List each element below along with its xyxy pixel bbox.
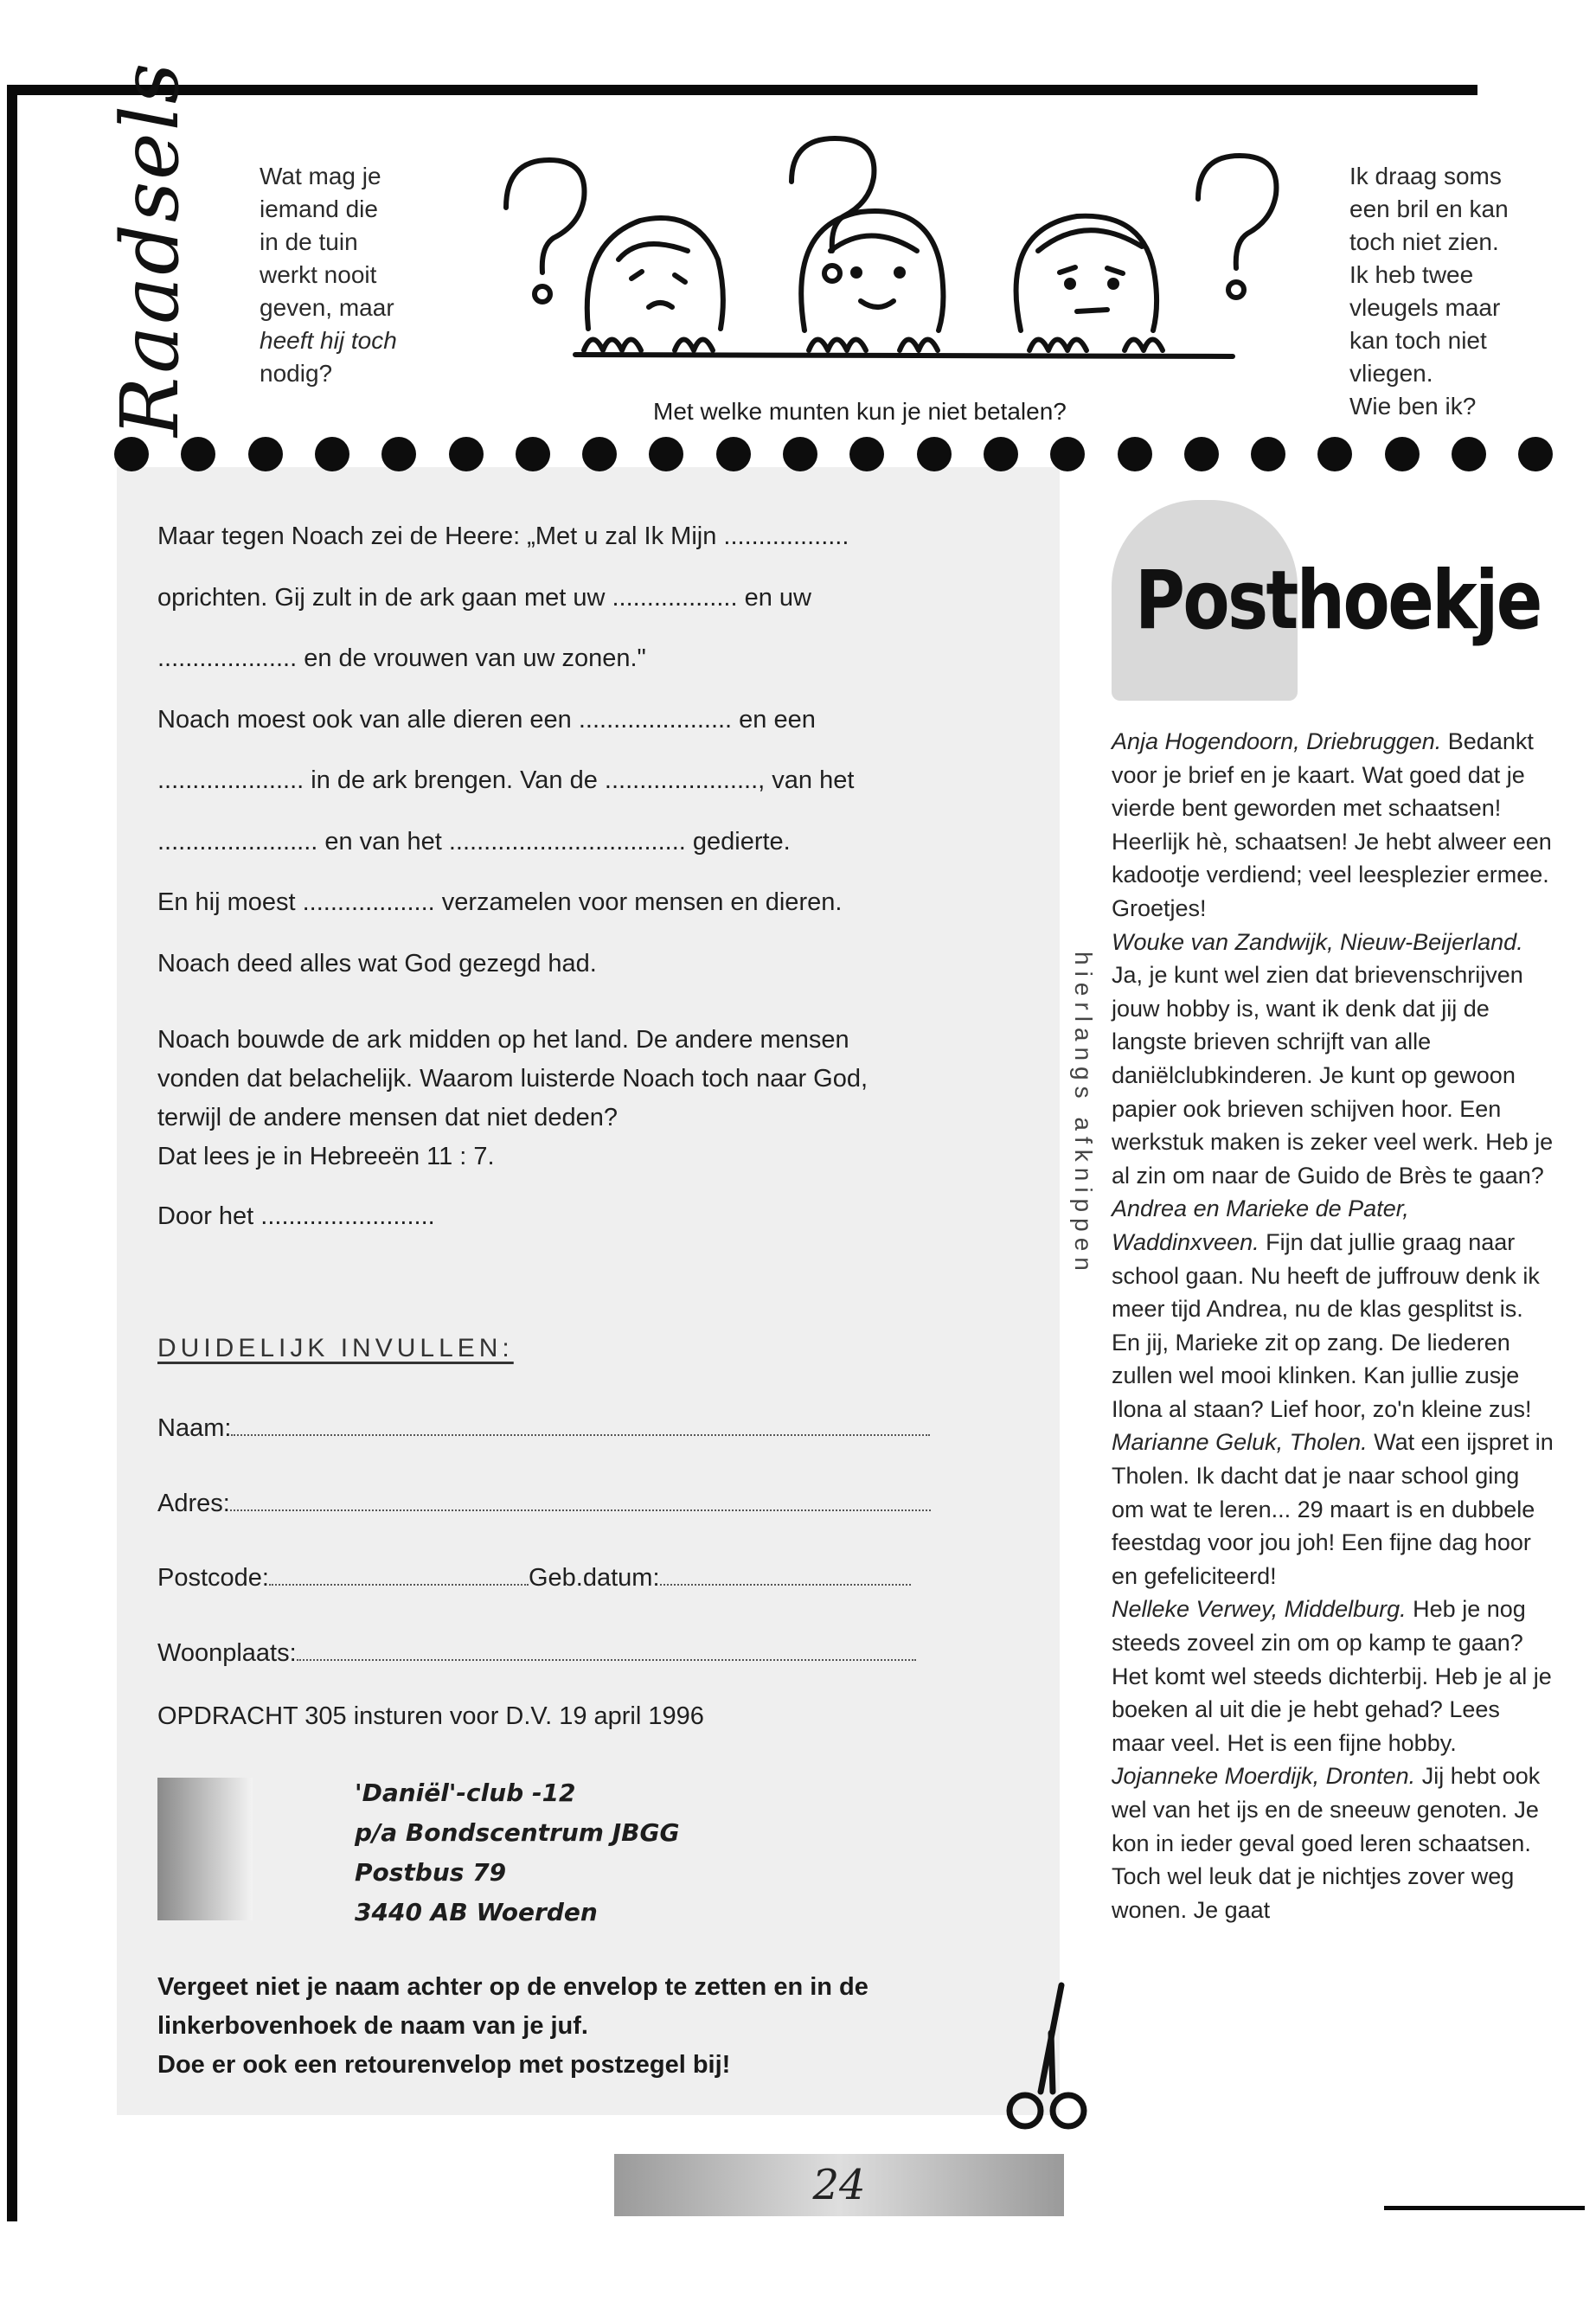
divider-dot — [716, 437, 751, 471]
question-line: ..................... in de ark brengen. Van de ......................, van het — [157, 766, 855, 794]
cartoon-kids-illustration — [489, 130, 1293, 389]
cut-line-label — [1071, 952, 1097, 1298]
divider-dot — [1317, 437, 1352, 471]
letters-column — [1112, 725, 1557, 1926]
paragraph-line: terwijl de andere mensen dat niet deden? — [157, 1104, 619, 1131]
riddle-left-line: iemand die — [260, 195, 378, 222]
divider-dot — [516, 437, 550, 471]
riddle-left-line: in de tuin — [260, 228, 358, 255]
form-title: DUIDELIJK INVULLEN: — [157, 1334, 514, 1362]
note-line: linkerbovenhoek de naam van je juf. — [157, 2012, 588, 2040]
divider-dot — [917, 437, 952, 471]
opdracht-deadline: OPDRACHT 305 insturen voor D.V. 19 april 1996 — [157, 1702, 704, 1730]
paragraph-line: vonden dat belachelijk. Waarom luisterde Noach toch naar God, — [157, 1065, 869, 1093]
hebreeen-paragraph — [157, 1021, 953, 1176]
woonplaats-input-line[interactable] — [297, 1640, 916, 1661]
woonplaats-label: Woonplaats: — [157, 1639, 297, 1667]
woonplaats-field[interactable] — [157, 1639, 936, 1668]
question-line: ....................... en van het .................................. gedierte. — [157, 828, 791, 856]
riddle-right-line: toch niet zien. — [1349, 228, 1499, 255]
riddle-left — [260, 160, 450, 390]
letter-author: Marianne Geluk, Tholen. — [1112, 1429, 1368, 1456]
riddle-middle: Met welke munten kun je niet betalen? — [653, 398, 1067, 425]
divider-dot — [114, 437, 149, 471]
divider-dot — [649, 437, 683, 471]
letter-author: Nelleke Verwey, Middelburg. — [1112, 1596, 1407, 1623]
riddle-right-line: Wie ben ik? — [1349, 393, 1477, 420]
riddle-right-line: Ik draag soms — [1349, 163, 1502, 189]
page-number: 24 — [812, 2161, 866, 2209]
divider-dot — [1050, 437, 1085, 471]
address-line: 'Daniël'-club -12 — [355, 1779, 576, 1807]
question-line: oprichten. Gij zult in de ark gaan met uw .................. en uw — [157, 584, 811, 612]
raadsels-title: Raadsels — [104, 61, 196, 437]
envelope-note — [157, 1968, 979, 2085]
riddle-right — [1349, 160, 1540, 423]
divider-dot — [984, 437, 1018, 471]
adres-input-line[interactable] — [230, 1490, 931, 1511]
naam-field[interactable] — [157, 1414, 936, 1443]
letter-text: Wat een ijspret in Tholen. Ik dacht dat je naar school ging om wat te leren... 29 maart is en dubbele feestdag voor jou joh! Een fijne dag hoor en gefeliciteerd! — [1112, 1429, 1554, 1589]
question-line: .................... en de vrouwen van uw zonen." — [157, 644, 646, 672]
letter-author: Jojanneke Moerdijk, Dronten. — [1112, 1763, 1416, 1790]
door-het-line: Door het ......................... — [157, 1202, 435, 1230]
address-line: Postbus 79 — [355, 1858, 507, 1887]
note-line: Vergeet niet je naam achter op de envelop te zetten en in de — [157, 1973, 869, 2001]
letter-text: Bedankt voor je brief en je kaart. Wat goed dat je vierde bent geworden met schaatsen! Heerlijk hè, schaatsen! Je hebt alweer een kadootje verdiend; veel leesplezier ermee. Groetjes! — [1112, 728, 1552, 921]
letter-author: Anja Hogendoorn, Driebruggen. — [1112, 728, 1442, 754]
adres-label: Adres: — [157, 1490, 230, 1517]
letter-author: Andrea en Marieke de Pater, Waddinxveen. — [1112, 1195, 1409, 1255]
letter-author: Wouke van Zandwijk, Nieuw-Beijerland. — [1112, 928, 1523, 955]
paragraph-line: Noach bouwde de ark midden op het land. De andere mensen — [157, 1026, 849, 1054]
naam-input-line[interactable] — [231, 1415, 930, 1436]
postcode-label: Postcode: — [157, 1564, 269, 1592]
cut-line-text: hierlangs afknippen — [1070, 952, 1097, 1277]
posthoekje-title: Posthoekje — [1135, 554, 1541, 648]
riddle-right-line: vleugels maar — [1349, 294, 1501, 321]
question-line: Noach deed alles wat God gezegd had. — [157, 950, 597, 977]
letter-text: Ja, je kunt wel zien dat brievenschrijven jouw hobby is, want ik denk dat jij de langste brieven schrijft van alle daniëlclubkinderen. Je kunt op gewoon papier ook brieven schijven hoor. Een werkstuk maken is zeker veel werk. Heb je al zin om naar de Guido de Brès te gaan? — [1112, 962, 1554, 1189]
naam-label: Naam: — [157, 1414, 232, 1442]
divider-dot — [1385, 437, 1420, 471]
divider-dot — [181, 437, 215, 471]
frame-left-border — [7, 85, 17, 2221]
divider-dot — [1118, 437, 1152, 471]
frame-top-border — [7, 85, 1477, 95]
riddle-left-line: nodig? — [260, 360, 333, 387]
postcode-field[interactable] — [157, 1564, 936, 1593]
question-line: Noach moest ook van alle dieren een ...................... en een — [157, 706, 816, 734]
scissors-icon — [999, 1981, 1094, 2137]
dot-divider — [114, 437, 1567, 482]
riddle-left-line: geven, maar — [260, 294, 394, 321]
divider-dot — [1251, 437, 1285, 471]
note-line: Doe er ook een retourenvelop met postzegel bij! — [157, 2051, 731, 2079]
riddle-left-line: Wat mag je — [260, 163, 381, 189]
paragraph-line: Dat lees je in Hebreeën 11 : 7. — [157, 1143, 495, 1170]
geb-datum-input-line[interactable] — [660, 1565, 911, 1586]
divider-dot — [849, 437, 884, 471]
letter-text: Fijn dat jullie graag naar school gaan. Nu heeft de juffrouw denk ik meer tijd Andrea, nu de klas gesplitst is. En jij, Marieke zit op zang. De liederen zullen wel mooi klinken. Kan jullie zusje Ilona al staan? Lief hoor, zo'n kleine zus! — [1112, 1228, 1540, 1422]
address-gradient-bar — [157, 1778, 253, 1920]
divider-dot — [381, 437, 416, 471]
geb-datum-label: Geb.datum: — [528, 1564, 660, 1592]
divider-dot — [783, 437, 817, 471]
letter-text: Heb je nog steeds zoveel zin om op kamp te gaan? Het komt wel steeds dichterbij. Heb je al je boeken al uit die je hebt gehad? Lees maar veel. Het is een fijne hobby. — [1112, 1596, 1552, 1756]
riddle-right-line: vliegen. — [1349, 360, 1433, 387]
postcode-input-line[interactable] — [269, 1565, 529, 1586]
riddle-left-line: heeft hij toch — [260, 327, 397, 354]
riddle-left-line: werkt nooit — [260, 261, 377, 288]
frame-bottom-border — [1384, 2206, 1585, 2210]
riddle-right-line: een bril en kan — [1349, 195, 1509, 222]
divider-dot — [449, 437, 484, 471]
address-line: 3440 AB Woerden — [355, 1898, 598, 1926]
question-line: Maar tegen Noach zei de Heere: „Met u zal Ik Mijn .................. — [157, 522, 849, 550]
divider-dot — [1184, 437, 1219, 471]
mailing-address — [355, 1773, 679, 1932]
divider-dot — [248, 437, 283, 471]
divider-dot — [582, 437, 617, 471]
question-line: En hij moest ................... verzamelen voor mensen en dieren. — [157, 888, 843, 916]
riddle-right-line: kan toch niet — [1349, 327, 1487, 354]
adres-field[interactable] — [157, 1490, 936, 1518]
letter-text: Jij hebt ook wel van het ijs en de sneeuw genoten. Je kon in ieder geval goed leren schaatsen. Toch wel leuk dat je nichtjes zover weg wonen. Je gaat — [1112, 1763, 1541, 1923]
divider-dot — [315, 437, 349, 471]
divider-dot — [1518, 437, 1553, 471]
divider-dot — [1452, 437, 1486, 471]
address-line: p/a Bondscentrum JBGG — [355, 1818, 680, 1847]
riddle-right-line: Ik heb twee — [1349, 261, 1474, 288]
